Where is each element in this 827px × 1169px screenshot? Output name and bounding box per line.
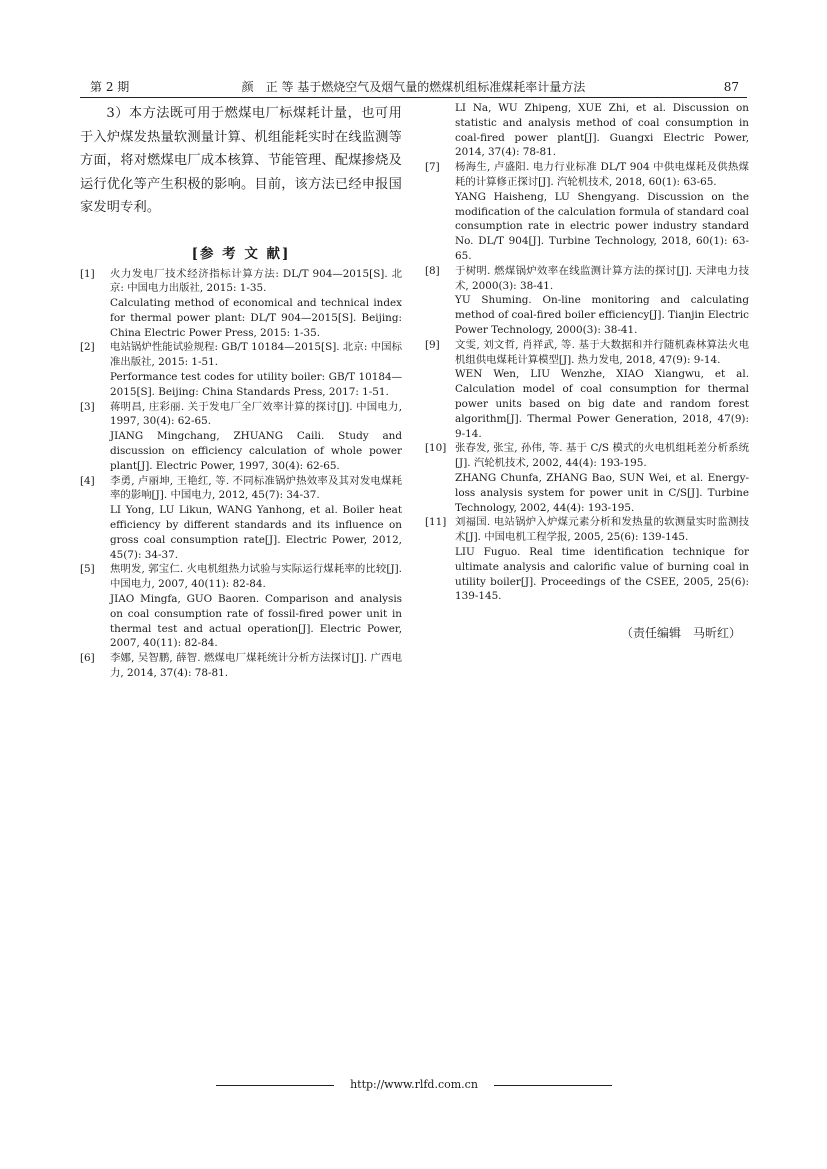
header-rule [80,97,747,98]
body-paragraph: 3）本方法既可用于燃煤电厂标煤耗计量，也可用于入炉煤发热量软测量计算、机组能耗实时在线监测等方面，将对燃煤电厂成本核算、节能管理、配煤掺烧及运行优化等产生积极的影响。目前，该方法已经申报国家发明专利。 [80,106,402,215]
editor-note: （责任编辑 马昕红） [620,626,741,641]
reference-english: YU Shuming. On-line monitoring and calculating method of coal-fired boiler efficiency[J]. Tianjin Electric Power Technology, 2000(3): 38-41. [455,294,749,336]
reference-item [80,651,402,681]
reference-item [425,338,749,442]
reference-item [80,562,402,651]
issue-label: 第 2 期 [90,80,130,94]
reference-chinese: 文雯, 刘文哲, 肖祥武, 等. 基于大数据和并行随机森林算法火电机组供电煤耗计算模型[J]. 热力发电, 2018, 47(9): 9-14. [455,338,749,366]
reference-number: [9] [425,338,440,351]
reference-english: LI Yong, LU Likun, WANG Yanhong, et al. Boiler heat efficiency by different standards and its influence on gross coal consumption rate[J]. Electric Power, 2012, 45(7): 34-37. [110,504,402,561]
reference-item [425,160,749,264]
reference-chinese: 李勇, 卢丽坤, 王艳红, 等. 不同标准锅炉热效率及其对发电煤耗率的影响[J]. 中国电力, 2012, 45(7): 34-37. [110,474,402,502]
reference-chinese: 李娜, 吴智鹏, 薛智. 燃煤电厂煤耗统计分析方法探讨[J]. 广西电力, 2014, 37(4): 78-81. [110,652,402,680]
reference-english: LIU Fuguo. Real time identification technique for ultimate analysis and calorific value of burning coal in utility boiler[J]. Proceedings of the CSEE, 2005, 25(6): 139-145. [455,545,749,603]
reference-english: WEN Wen, LIU Wenzhe, XIAO Xiangwu, et al. Calculation model of coal consumption for thermal power units based on big date and random forest algorithm[J]. Thermal Power Generation, 2018, 47(9): 9-14. [455,368,749,440]
reference-number: [7] [425,161,440,174]
reference-number: [10] [425,442,447,455]
reference-chinese: 张春发, 张宝, 孙伟, 等. 基于 C/S 模式的火电机组耗差分析系统[J]. 汽轮机技术, 2002, 44(4): 193-195. [455,442,749,470]
reference-chinese: 蒋明昌, 庄彩丽. 关于发电厂全厂效率计算的探讨[J]. 中国电力, 1997, 30(4): 62-65. [110,400,402,428]
reference-english: YANG Haisheng, LU Shengyang. Discussion on the modification of the calculation formula of standard coal consumption rate in electric power industry standard No. DL/T 904[J]. Turbine Technology, 2018, 60(1): 63-65. [455,190,749,262]
references-list-right [425,160,749,604]
right-column [425,101,749,641]
reference-number: [4] [80,474,95,487]
reference-item [80,267,402,341]
running-title: 颜 正 等 基于燃烧空气及烟气量的燃煤机组标准煤耗率计量方法 [241,80,586,94]
reference-item [80,340,402,399]
reference-number: [11] [425,516,447,529]
reference-chinese: 刘福国. 电站锅炉入炉煤元素分析和发热量的软测量实时监测技术[J]. 中国电机工程学报, 2005, 25(6): 139-145. [455,516,749,544]
reference-item [425,441,749,515]
footer-rule-left [216,1085,334,1086]
running-header [80,78,747,96]
reference-item [80,400,402,474]
footer-url: http://www.rlfd.com.cn [350,1078,478,1091]
left-column [80,101,402,681]
reference-number: [3] [80,400,95,413]
reference-number: [1] [80,267,95,280]
reference-number: [8] [425,264,440,277]
reference-continuation: LI Na, WU Zhipeng, XUE Zhi, et al. Discussion on statistic and analysis method of coal consumption in coal-fired power plant[J]. Guangxi Electric Power, 2014, 37(4): 78-81. [455,102,749,159]
reference-number: [5] [80,563,95,576]
reference-number: [2] [80,341,95,354]
reference-english: Calculating method of economical and technical index for thermal power plant: DL/T 904—2015[S]. Beijing: China Electric Power Press, 2015: 1-35. [110,297,402,339]
reference-item [425,515,749,604]
reference-english: JIANG Mingchang, ZHUANG Caili. Study and discussion on efficiency calculation of whole power plant[J]. Electric Power, 1997, 30(4): 62-65. [110,430,402,472]
page-number: 87 [723,80,739,94]
references-list-left [80,267,402,681]
reference-chinese: 火力发电厂技术经济指标计算方法: DL/T 904—2015[S]. 北京: 中国电力出版社, 2015: 1-35. [110,267,402,295]
page-footer [0,1076,827,1094]
reference-item [425,264,749,338]
footer-rule-right [494,1085,612,1086]
reference-english: JIAO Mingfa, GUO Baoren. Comparison and analysis on coal consumption rate of fossil-fired power unit in thermal test and actual operation[J]. Electric Power, 2007, 40(11): 82-84. [110,593,402,650]
reference-number: [6] [80,652,95,665]
reference-item [80,474,402,563]
reference-chinese: 焦明发, 郭宝仁. 火电机组热力试验与实际运行煤耗率的比较[J]. 中国电力, 2007, 40(11): 82-84. [110,563,402,591]
reference-chinese: 电站锅炉性能试验规程: GB/T 10184—2015[S]. 北京: 中国标准出版社, 2015: 1-51. [110,341,402,369]
reference-english: Performance test codes for utility boiler: GB/T 10184—2015[S]. Beijing: China Standards Press, 2017: 1-51. [110,371,402,398]
references-title: [参 考 文 献] [191,245,291,262]
reference-chinese: 杨海生, 卢盛阳. 电力行业标准 DL/T 904 中供电煤耗及供热煤耗的计算修正探讨[J]. 汽轮机技术, 2018, 60(1): 63-65. [455,161,749,188]
reference-english: ZHANG Chunfa, ZHANG Bao, SUN Wei, et al. Energy-loss analysis system for power unit in C/S[J]. Turbine Technology, 2002, 44(4): 193-195. [455,471,749,514]
reference-chinese: 于树明. 燃煤锅炉效率在线监测计算方法的探讨[J]. 天津电力技术, 2000(3): 38-41. [455,264,749,292]
